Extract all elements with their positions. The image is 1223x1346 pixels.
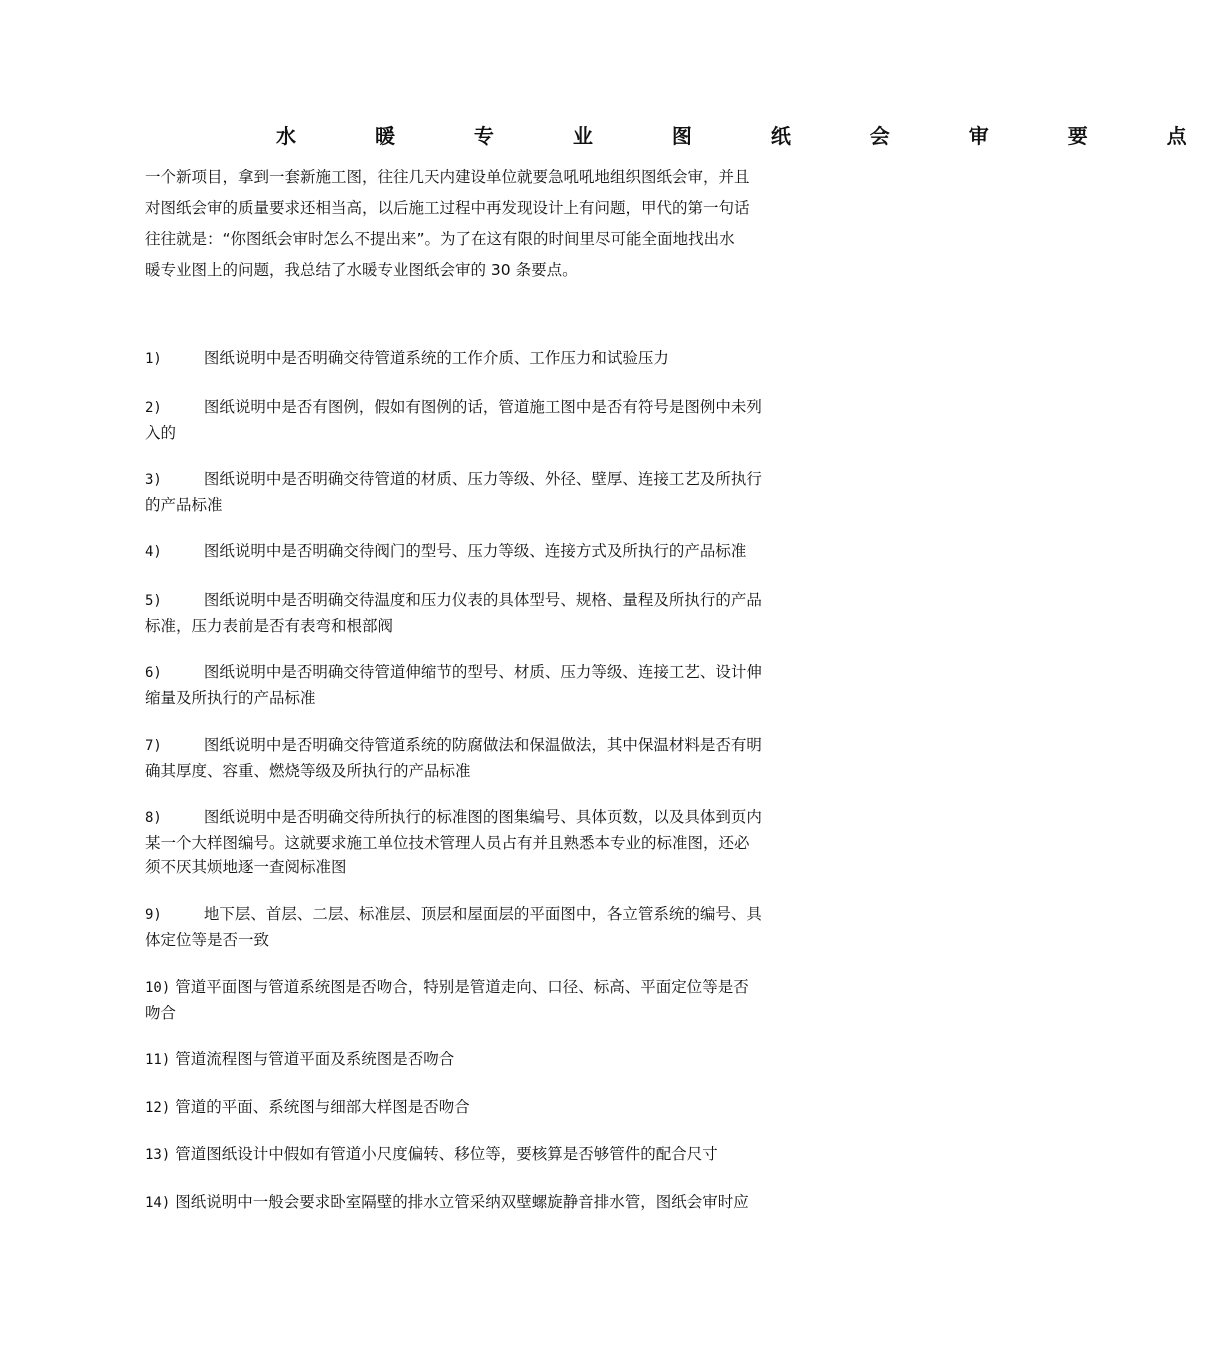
- item-text: 体定位等是否一致: [145, 930, 270, 949]
- item-number: 12): [145, 1100, 171, 1116]
- list-item: [145, 1142, 805, 1168]
- item-number: 6): [145, 665, 162, 681]
- list-item: [145, 660, 805, 710]
- item-text: 图纸说明中是否明确交待管道的材质、压力等级、外径、壁厚、连接工艺及所执行: [203, 470, 762, 488]
- document-title: 水 暖 专 业 图 纸 会 审 要 点: [276, 124, 1223, 148]
- list-item: [145, 346, 805, 372]
- item-number: 2): [145, 400, 162, 416]
- list-item: [145, 805, 805, 880]
- item-text: 地下层、首层、二层、标准层、顶层和屋面层的平面图中，各立管系统的编号、具: [203, 905, 762, 923]
- list-item: [145, 588, 805, 638]
- intro-line: 对图纸会审的质量要求还相当高，以后施工过程中再发现设计上有问题，甲代的第一句话: [145, 199, 750, 217]
- item-text: 的产品标准: [145, 495, 223, 514]
- list-item: [145, 1095, 805, 1121]
- item-text: 某一个大样图编号。这就要求施工单位技术管理人员占有并且熟悉本专业的标准图，还必: [145, 833, 750, 852]
- item-number: 4): [145, 544, 162, 560]
- item-text: 管道的平面、系统图与细部大样图是否吻合: [175, 1098, 470, 1116]
- list-item: [145, 1047, 805, 1073]
- item-number: 1): [145, 351, 162, 367]
- item-text: 图纸说明中是否明确交待阀门的型号、压力等级、连接方式及所执行的产品标准: [203, 542, 747, 560]
- list-item: [145, 1190, 805, 1216]
- intro-line: 一个新项目，拿到一套新施工图，往往几天内建设单位就要急吼吼地组织图纸会审，并且: [145, 168, 750, 186]
- list-item: [145, 975, 805, 1025]
- intro-paragraph: [145, 162, 805, 286]
- item-text: 图纸说明中是否明确交待管道系统的工作介质、工作压力和试验压力: [203, 349, 669, 367]
- item-number: 3): [145, 472, 162, 488]
- item-text: 管道平面图与管道系统图是否吻合，特别是管道走向、口径、标高、平面定位等是否: [175, 978, 749, 996]
- item-text: 图纸说明中是否明确交待管道伸缩节的型号、材质、压力等级、连接工艺、设计伸: [203, 663, 762, 681]
- item-text: 标准，压力表前是否有表弯和根部阀: [145, 616, 394, 635]
- item-text: 图纸说明中是否明确交待所执行的标准图的图集编号、具体页数，以及具体到页内: [203, 808, 762, 826]
- item-number: 13): [145, 1147, 171, 1163]
- item-text: 图纸说明中是否有图例，假如有图例的话，管道施工图中是否有符号是图例中未列: [203, 398, 762, 416]
- intro-line: 往往就是：“你图纸会审时怎么不提出来”。为了在这有限的时间里尽可能全面地找出水: [145, 230, 735, 248]
- item-number: 14): [145, 1195, 171, 1211]
- item-text: 图纸说明中是否明确交待管道系统的防腐做法和保温做法，其中保温材料是否有明: [203, 736, 762, 754]
- list-item: [145, 467, 805, 517]
- item-text: 入的: [145, 423, 177, 442]
- item-text: 管道图纸设计中假如有管道小尺度偏转、移位等，要核算是否够管件的配合尺寸: [175, 1145, 718, 1163]
- item-text: 缩量及所执行的产品标准: [145, 688, 316, 707]
- item-number: 7): [145, 738, 162, 754]
- item-text: 图纸说明中一般会要求卧室隔壁的排水立管采纳双壁螺旋静音排水管，图纸会审时应: [175, 1193, 749, 1211]
- item-text: 图纸说明中是否明确交待温度和压力仪表的具体型号、规格、量程及所执行的产品: [203, 591, 762, 609]
- item-number: 5): [145, 593, 162, 609]
- item-text: 确其厚度、容重、燃烧等级及所执行的产品标准: [145, 761, 471, 780]
- item-text: 管道流程图与管道平面及系统图是否吻合: [175, 1050, 455, 1068]
- list-item: [145, 539, 805, 565]
- list-item: [145, 733, 805, 783]
- item-number: 11): [145, 1052, 171, 1068]
- list-item: [145, 395, 805, 445]
- list-item: [145, 902, 805, 952]
- item-number: 10): [145, 980, 171, 996]
- item-text: 须不厌其烦地逐一查阅标准图: [145, 858, 347, 876]
- item-number: 9): [145, 907, 162, 923]
- item-number: 8): [145, 810, 162, 826]
- intro-line: 暖专业图上的问题，我总结了水暖专业图纸会审的 30 条要点。: [145, 261, 578, 279]
- item-text: 吻合: [145, 1003, 177, 1022]
